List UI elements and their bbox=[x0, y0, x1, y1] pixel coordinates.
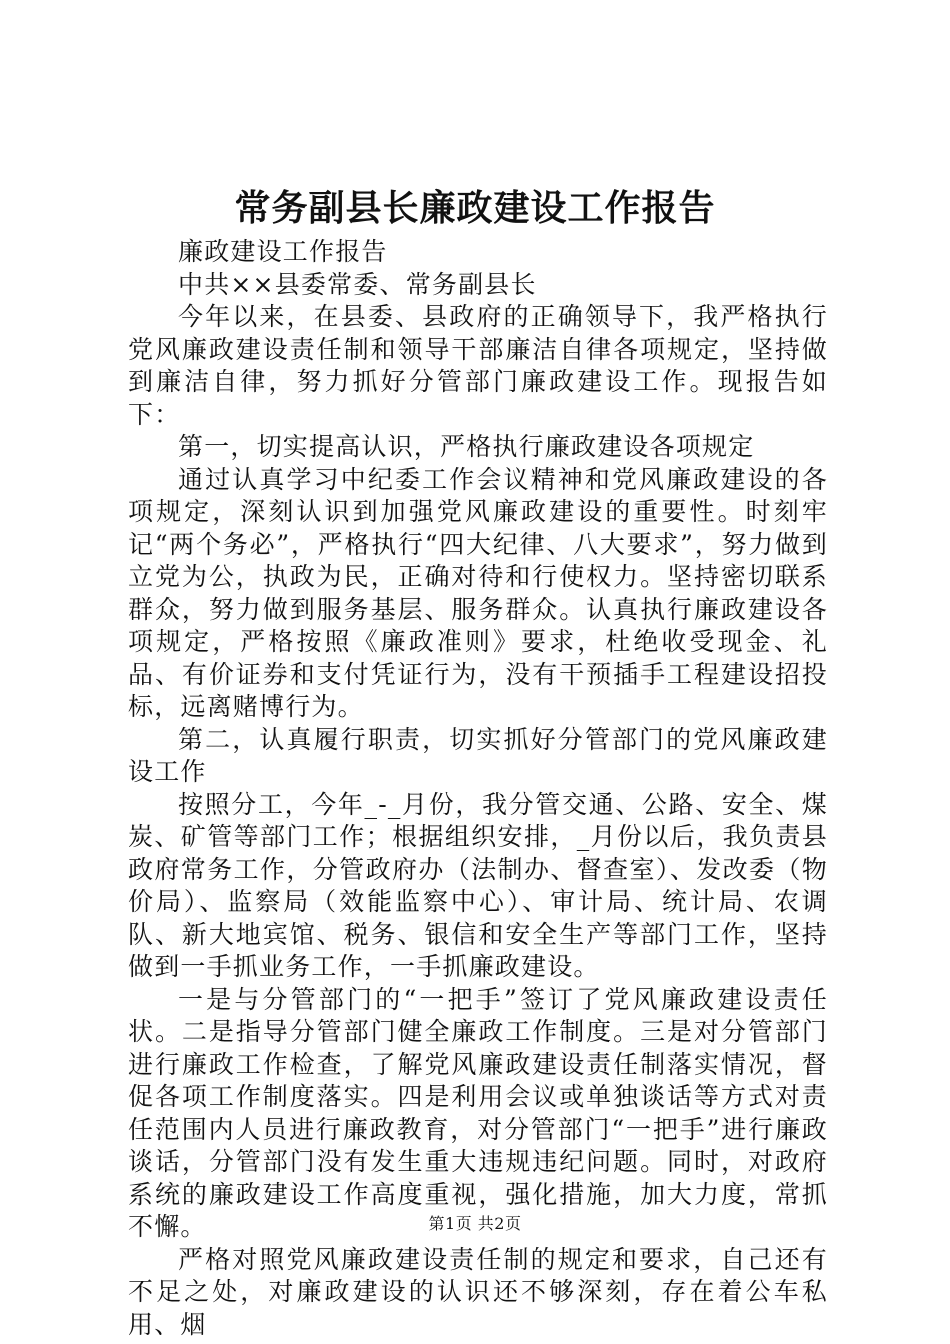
document-body bbox=[128, 236, 828, 1341]
paragraph: 今年以来，在县委、县政府的正确领导下，我严格执行党风廉政建设责任制和领导干部廉洁自律各项规定，坚持做到廉洁自律，努力抓好分管部门廉政建设工作。现报告如下： bbox=[128, 302, 828, 429]
paragraph: 严格对照党风廉政建设责任制的规定和要求，自己还有不足之处，对廉政建设的认识还不够深刻，存在着公车私用、烟 bbox=[128, 1244, 828, 1339]
page-title: 常务副县长廉政建设工作报告 bbox=[234, 187, 716, 229]
section-heading: 第二，认真履行职责，切实抓好分管部门的党风廉政建设工作 bbox=[128, 724, 828, 786]
paragraph: 廉政建设工作报告 bbox=[178, 237, 388, 266]
page-footer: 第1页 共2页 bbox=[428, 1214, 522, 1233]
paragraph: 按照分工，今年_-_月份，我分管交通、公路、安全、煤炭、矿管等部门工作；根据组织安排，_月份以后，我负责县政府常务工作，分管政府办（法制办、督查室）、发改委（物价局）、监察局（效能监察中心）、审计局、统计局、农调队、新大地宾馆、税务、银信和安全生产等部门工作，坚持做到一手抓业务工作，一手抓廉政建设。 bbox=[128, 789, 828, 981]
paragraph: 中共××县委常委、常务副县长 bbox=[178, 269, 537, 299]
paragraph: 一是与分管部门的“一把手”签订了党风廉政建设责任状。二是指导分管部门健全廉政工作制度。三是对分管部门进行廉政工作检查，了解党风廉政建设责任制落实情况，督促各项工作制度落实。四是利用会议或单独谈话等方式对责任范围内人员进行廉政教育，对分管部门“一把手”进行廉政谈话，分管部门没有发生重大违规违纪问题。同时，对政府系统的廉政建设工作高度重视，强化措施，加大力度，常抓不懈。 bbox=[128, 984, 828, 1241]
paragraph: 通过认真学习中纪委工作会议精神和党风廉政建设的各项规定，深刻认识到加强党风廉政建设的重要性。时刻牢记“两个务必”，严格执行“四大纪律、八大要求”，努力做到立党为公，执政为民，正确对待和行使权力。坚持密切联系群众，努力做到服务基层、服务群众。认真执行廉政建设各项规定，严格按照《廉政准则》要求，杜绝收受现金、礼品、有价证券和支付凭证行为，没有干预插手工程建设招投标，远离赌博行为。 bbox=[128, 464, 828, 721]
section-heading: 第一，切实提高认识，严格执行廉政建设各项规定 bbox=[178, 432, 755, 461]
